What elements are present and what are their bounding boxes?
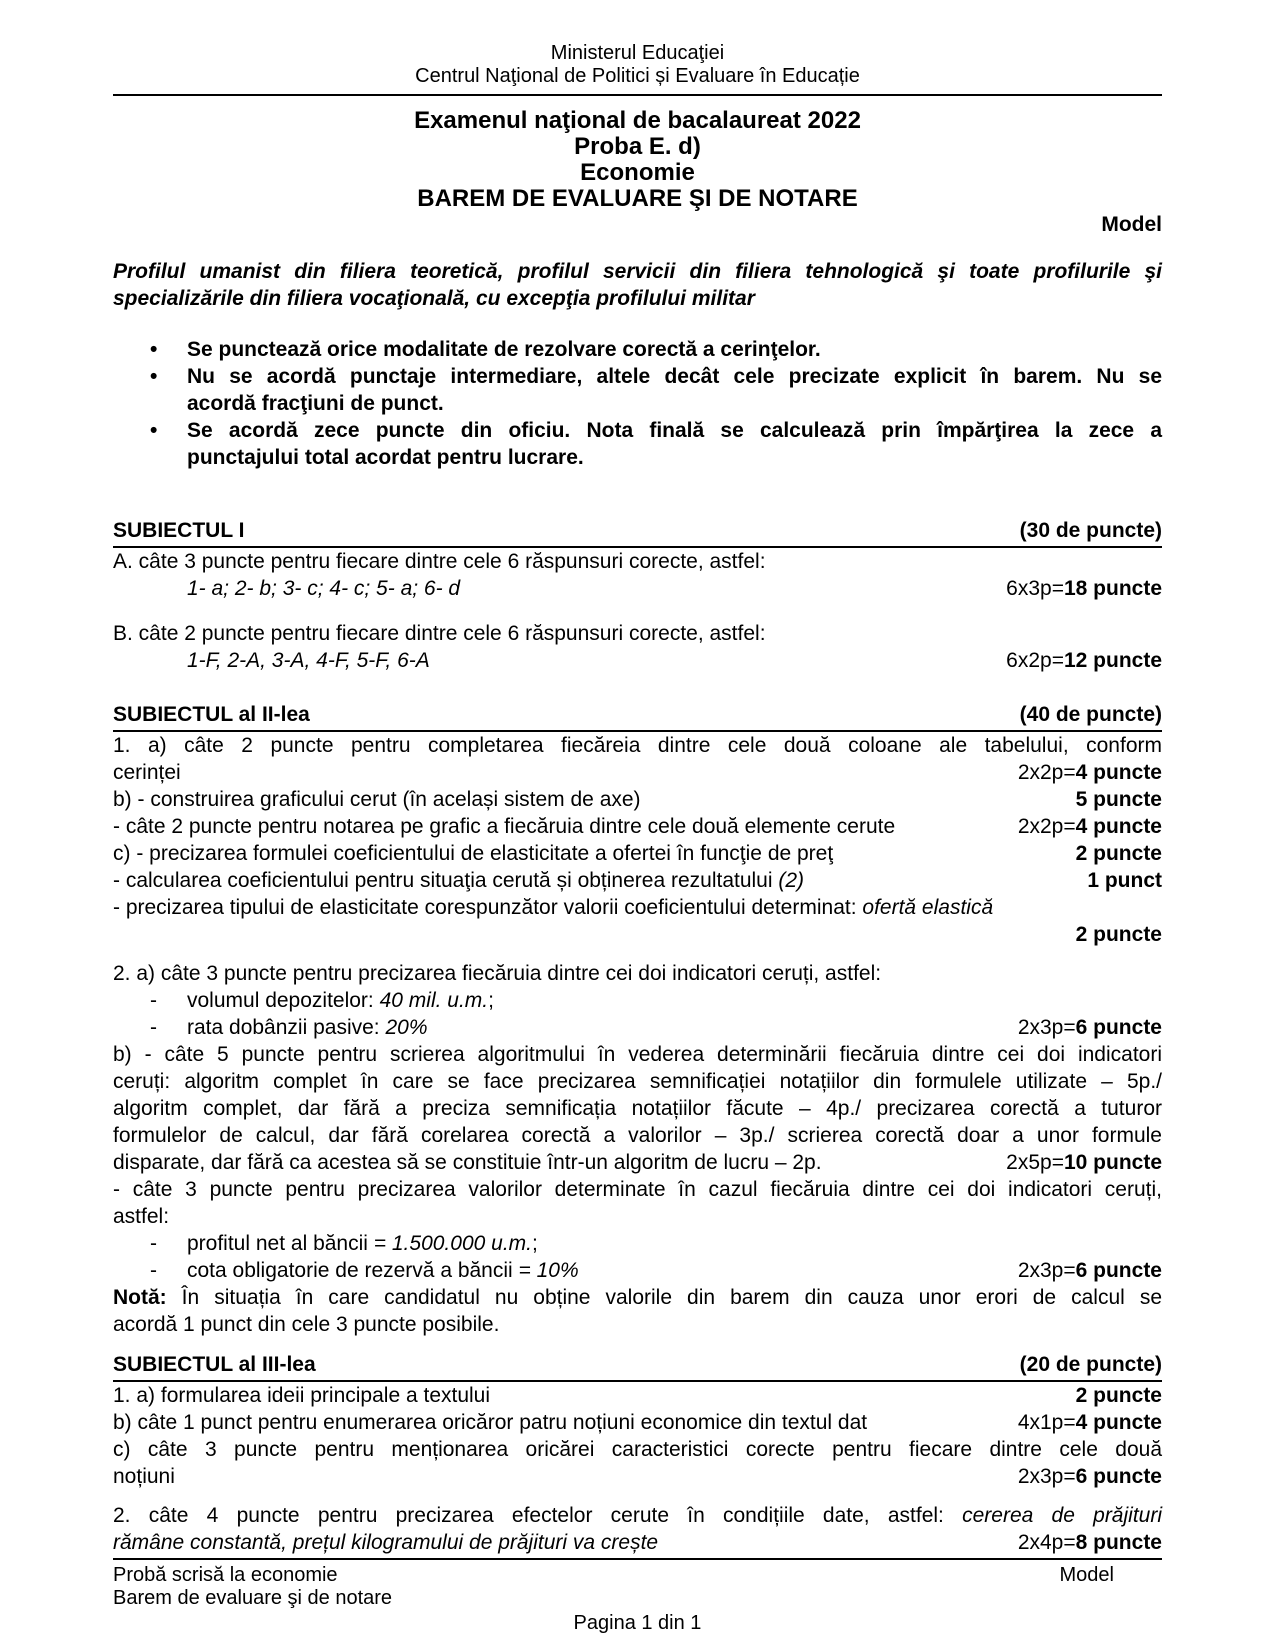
points-cell [1018, 1257, 1162, 1284]
points-calc: 2x3p= [1017, 1465, 1076, 1488]
points-cell [1018, 759, 1162, 786]
footer-barem-label: Barem de evaluare şi de notare [113, 1587, 393, 1609]
points-calc: 2x5p= [1006, 1151, 1064, 1174]
points-cell [1006, 575, 1162, 602]
line-text: b) câte 1 punct pentru enumerarea oricăror patru noțiuni economice din textul dat [113, 1411, 868, 1434]
title-block [113, 108, 1162, 212]
s2-line: algoritm complet, dar fără a preciza semnificația notațiilor făcute – 4p./ precizarea corectă a tuturor [113, 1097, 1162, 1120]
points-cell [1006, 1149, 1162, 1176]
points-value: 18 puncte [1063, 577, 1162, 600]
s2-line: b) - câte 5 puncte pentru scrierea algoritmului în vederea determinării fiecăruia dintre cei doi indicatori [113, 1043, 1162, 1066]
points-value: 6 puncte [1075, 1465, 1162, 1488]
points-value: 2 puncte [1075, 923, 1162, 946]
italic-text: = 10% [518, 1259, 579, 1282]
s2-line: 1. a) câte 2 puncte pentru completarea fiecăreia dintre cele două coloane ale tabelului, conform [113, 734, 1162, 757]
rule-text: Nu se acordă punctaje intermediare, altele decât cele precizate explicit în barem. Nu se acordă fracţiuni de punct. [187, 365, 1162, 415]
line-text: b) - construirea graficului cerut (în același sistem de axe) [113, 788, 641, 811]
line-text: c) - precizarea formulei coeficientului de elasticitate a ofertei în funcţie de preţ [113, 842, 834, 865]
points-cell [1018, 1529, 1162, 1556]
points-value: 12 puncte [1063, 649, 1162, 672]
points-value: 2 puncte [1075, 1384, 1162, 1407]
points-calc: 2x2p= [1017, 761, 1076, 784]
page-header [113, 0, 1162, 88]
dash-icon: - [150, 1259, 157, 1282]
s2-line [113, 840, 1162, 867]
points-value: 4 puncte [1075, 1411, 1162, 1434]
s1-answers-b [113, 647, 1162, 674]
s2-dash-item [113, 1257, 1162, 1284]
s2-note: acordă 1 punct din cele 3 puncte posibile. [113, 1313, 500, 1336]
barem-title: BAREM DE EVALUARE ŞI DE NOTARE [417, 185, 858, 212]
page-footer [113, 1558, 1162, 1635]
note-label: Notă: [113, 1286, 167, 1309]
header-rule [113, 94, 1162, 96]
s3-line: 2. câte 4 puncte pentru precizarea efectelor cerute în condițiile date, astfel: cererea de prăjituri [113, 1504, 1162, 1527]
rule-text: Se acordă zece puncte din oficiu. Nota finală se calculează prin împărţirea la zece a punctajului total acordat pentru lucrare. [187, 419, 1162, 469]
s1-item-a: A. câte 3 puncte pentru fiecare dintre cele 6 răspunsuri corecte, astfel: [113, 550, 766, 573]
s2-line: - precizarea tipului de elasticitate corespunzător valorii coeficientului determinat: ofertă elastică [113, 896, 994, 919]
points-value: 1 punct [1087, 869, 1162, 892]
section-1-heading [113, 518, 1162, 548]
s2-dash-item [113, 987, 1162, 1014]
italic-text: ofertă elastică [862, 896, 994, 919]
line-text: volumul depozitelor: 40 mil. u.m.; [187, 989, 494, 1012]
points-cell [1018, 813, 1162, 840]
s2-line: - câte 3 puncte pentru precizarea valorilor determinate în cazul fiecăruia dintre cei doi indicatori ceruți, [113, 1178, 1162, 1201]
s3-line [113, 1463, 1162, 1490]
points-calc: 2x4p= [1017, 1531, 1076, 1554]
points-cell [1018, 1014, 1162, 1041]
footer-row [113, 1564, 1162, 1587]
points-calc: 2x3p= [1017, 1259, 1076, 1282]
section-points: (20 de puncte) [1019, 1353, 1162, 1376]
points-value: 2 puncte [1075, 842, 1162, 865]
line-text: - câte 2 puncte pentru notarea pe grafic a fiecăruia dintre cele două elemente cerute [113, 815, 896, 838]
s3-line [113, 1382, 1162, 1409]
s2-line: astfel: [113, 1205, 170, 1228]
profile-paragraph [113, 258, 1162, 312]
section-points: (30 de puncte) [1019, 519, 1162, 542]
section-title: SUBIECTUL I [113, 519, 245, 542]
exam-subject: Economie [580, 159, 695, 186]
line-text: 1. a) formularea ideii principale a textului [113, 1384, 491, 1407]
center-name: Centrul Naţional de Politici și Evaluare în Educație [415, 65, 860, 87]
points-calc: 4x1p= [1017, 1411, 1076, 1434]
line-text: rata dobânzii pasive: 20% [187, 1016, 428, 1039]
italic-text: 40 mil. u.m. [379, 989, 489, 1012]
points-calc: 2x3p= [1017, 1016, 1076, 1039]
s2-dash-item [113, 1230, 1162, 1257]
answers-text: 1- a; 2- b; 3- c; 4- c; 5- a; 6- d [187, 577, 461, 600]
points-calc: 2x2p= [1017, 815, 1076, 838]
s3-line: c) câte 3 puncte pentru menționarea oricărei caracteristici corecte pentru fiecare dintre cele două [113, 1438, 1162, 1461]
answers-text: 1-F, 2-A, 3-A, 4-F, 5-F, 6-A [187, 649, 430, 672]
s2-line: 2. a) câte 3 puncte pentru precizarea fiecăruia dintre cei doi indicatori ceruți, astfel: [113, 962, 882, 985]
footer-model-label: Model [1059, 1564, 1114, 1586]
points-value: 10 puncte [1063, 1151, 1162, 1174]
s2-dash-item [113, 1014, 1162, 1041]
profile-line: Profilul umanist din filiera teoretică, profilul servicii din filiera tehnologică şi toate profilurile şi [113, 260, 1162, 283]
points-value: 8 puncte [1075, 1531, 1162, 1554]
line-text: cota obligatorie de rezervă a băncii = 10% [187, 1259, 579, 1282]
bullet-icon: • [150, 338, 158, 361]
s2-line: formulelor de calcul, dar fără corelarea corectă a valorilor – 3p./ scrierea corectă doar a unor formule [113, 1124, 1162, 1147]
document-page [113, 0, 1162, 1556]
model-label: Model [1101, 213, 1162, 236]
s2-line [113, 786, 1162, 813]
section-title: SUBIECTUL al III-lea [113, 1353, 316, 1376]
exam-title: Examenul naţional de bacalaureat 2022 [414, 107, 861, 134]
italic-text: = 1.500.000 u.m. [373, 1232, 532, 1255]
bullet-icon: • [150, 365, 158, 388]
s1-item-b: B. câte 2 puncte pentru fiecare dintre cele 6 răspunsuri corecte, astfel: [113, 622, 766, 645]
s2-line [113, 1149, 1162, 1176]
s2-line [113, 921, 1162, 948]
points-value: 6 puncte [1075, 1259, 1162, 1282]
section-points: (40 de puncte) [1019, 703, 1162, 726]
s2-line: ceruți: algoritm complet în care se face precizarea semnificației notațiilor din formulele utilizate – 5p./ [113, 1070, 1162, 1093]
section-title: SUBIECTUL al II-lea [113, 703, 310, 726]
points-value: 4 puncte [1075, 815, 1162, 838]
ministry-name: Ministerul Educaţiei [550, 42, 725, 64]
dash-icon: - [150, 989, 157, 1012]
italic-text: cererea de prăjituri [962, 1504, 1162, 1527]
italic-text: (2) [778, 869, 805, 892]
bullet-icon: • [150, 419, 158, 442]
line-text: cerinței [113, 761, 181, 784]
points-cell [1018, 1463, 1162, 1490]
points-value: 4 puncte [1075, 761, 1162, 784]
points-value: 5 puncte [1075, 788, 1162, 811]
italic-text: rămâne constantă, prețul kilogramului de prăjituri va crește [113, 1531, 659, 1554]
s2-line [113, 759, 1162, 786]
points-cell [1018, 1409, 1162, 1436]
s2-line [113, 813, 1162, 840]
dash-icon: - [150, 1232, 157, 1255]
line-text: profitul net al băncii = 1.500.000 u.m.; [187, 1232, 538, 1255]
list-item [113, 417, 1162, 471]
points-calc: 6x3p= [1006, 577, 1064, 600]
line-text: disparate, dar fără ca acestea să se constituie într-un algoritm de lucru – 2p. [113, 1151, 822, 1174]
s1-answers-a [113, 575, 1162, 602]
s2-note: Notă: În situația în care candidatul nu obține valorile din barem din cauza unor erori de calcul se [113, 1286, 1162, 1309]
footer-test-name: Probă scrisă la economie [113, 1564, 338, 1586]
italic-text: 20% [385, 1016, 428, 1039]
page-number: Pagina 1 din 1 [573, 1612, 702, 1634]
profile-line: specializările din filiera vocaţională, cu excepţia profilului militar [113, 287, 755, 310]
exam-proba: Proba E. d) [574, 133, 701, 160]
points-value: 6 puncte [1075, 1016, 1162, 1039]
points-calc: 6x2p= [1006, 649, 1064, 672]
s3-line [113, 1529, 1162, 1556]
rules-list [113, 336, 1162, 471]
line-text: noțiuni [113, 1465, 175, 1488]
rule-text: Se punctează orice modalitate de rezolvare corectă a cerinţelor. [187, 338, 821, 361]
points-cell [1006, 647, 1162, 674]
list-item [113, 363, 1162, 417]
s3-line [113, 1409, 1162, 1436]
s2-line [113, 867, 1162, 894]
list-item [113, 336, 1162, 363]
section-2-heading [113, 702, 1162, 732]
section-3-heading [113, 1352, 1162, 1382]
line-text: - calcularea coeficientului pentru situaţia cerută și obținerea rezultatului (2) [113, 869, 805, 892]
dash-icon: - [150, 1016, 157, 1039]
